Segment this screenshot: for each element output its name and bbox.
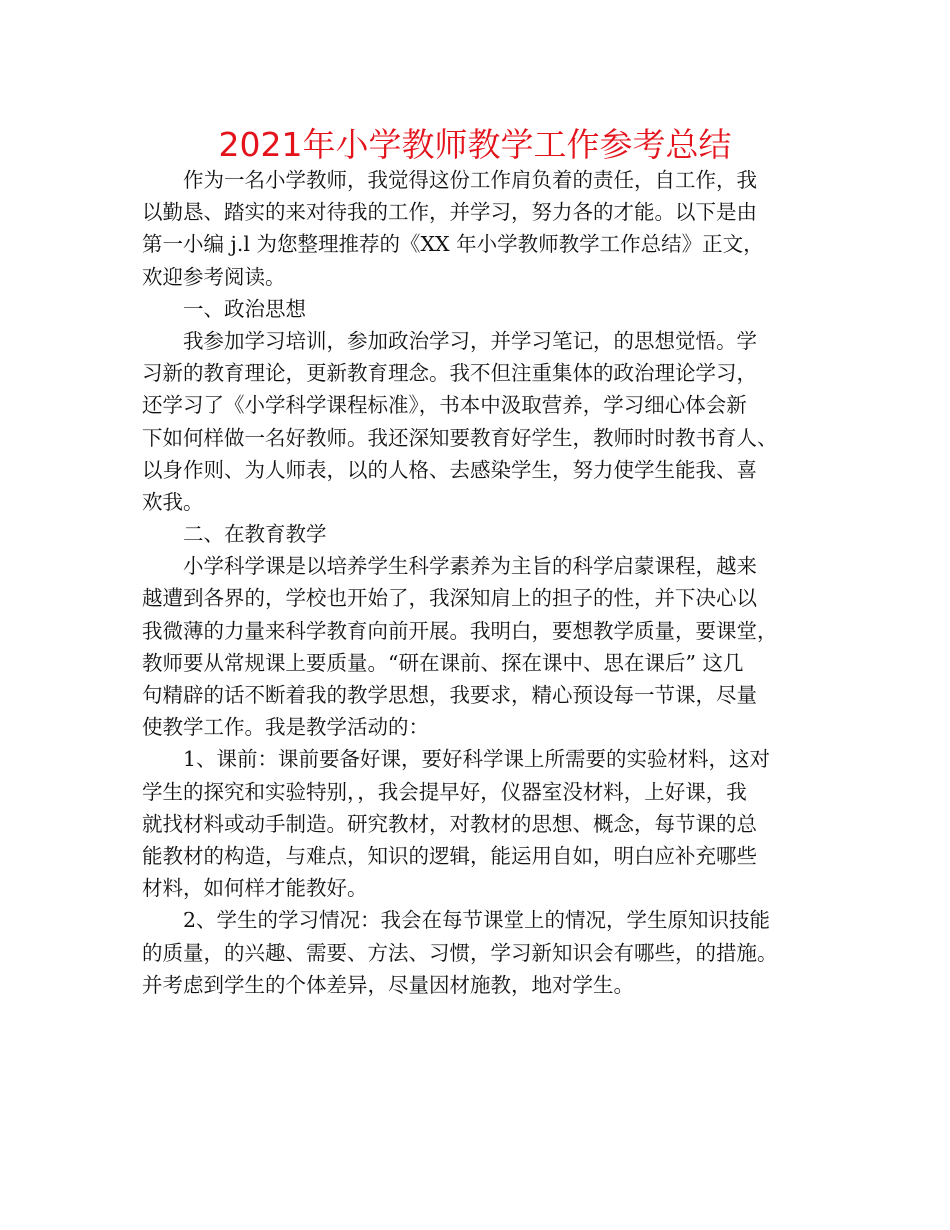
- text-line: 习新的教育理论，更新教育理念。我不但注重集体的政治理论学习，: [142, 361, 757, 386]
- text-line: 下如何样做一名好教师。我还深知要教育好学生，教师时时教书育人、: [142, 425, 778, 450]
- text-line: 我参加学习培训，参加政治学习，并学习笔记，的思想觉悟。学: [183, 328, 757, 353]
- text-line: 还学习了《小学科学课程标准》，书本中汲取营养，学习细心体会新: [142, 393, 747, 418]
- text-line: 就找材料或动手制造。研究教材，对教材的思想、概念，每节课的总: [142, 811, 757, 836]
- text-line: 的质量，的兴趣、需要、方法、习惯，学习新知识会有哪些，的措施。: [142, 940, 778, 965]
- text-line: 越遭到各界的，学校也开始了，我深知肩上的担子的性，并下决心以: [142, 586, 757, 611]
- text-line: 教师要从常规课上要质量。“研在课前、探在课中、思在课后” 这几: [142, 650, 744, 675]
- text-line: 欢迎参考阅读。: [142, 264, 286, 289]
- document-title: 2021年小学教师教学工作参考总结: [218, 125, 732, 164]
- text-line: 能教材的构造，与难点，知识的逻辑，能运用自如，明白应补充哪些: [142, 843, 757, 868]
- text-line: 材料，如何样才能教好。: [142, 876, 368, 901]
- text-line: 句精辟的话不断着我的教学思想，我要求，精心预设每一节课，尽量: [142, 683, 757, 707]
- text-line: 并考虑到学生的个体差异，尽量因材施教，地对学生。: [142, 972, 634, 997]
- text-line: 使教学工作。我是教学活动的：: [142, 715, 429, 740]
- text-line: 一、政治思想: [183, 296, 306, 321]
- text-line: 作为一名小学教师，我觉得这份工作肩负着的责任，自工作，我: [183, 168, 757, 192]
- text-line: 第一小编 j.l 为您整理推荐的《XX 年小学教师教学工作总结》正文，: [142, 232, 764, 257]
- text-line: 欢我。: [142, 489, 204, 514]
- text-line: 以身作则、为人师表，以的人格、去感染学生，努力使学生能我、喜: [142, 457, 757, 482]
- text-line: 学生的探究和实验特别，，我会提早好，仪器室没材料，上好课，我: [142, 779, 747, 804]
- text-line: 我微薄的力量来科学教育向前开展。我明白，要想教学质量，要课堂，: [142, 618, 778, 643]
- text-line: 二、在教育教学: [183, 522, 327, 547]
- text-line: 2、学生的学习情况：我会在每节课堂上的情况，学生原知识技能: [183, 908, 771, 933]
- text-line: 小学科学课是以培养学生科学素养为主旨的科学启蒙课程，越来: [183, 554, 757, 579]
- text-line: 以勤恳、踏实的来对待我的工作，并学习，努力各的才能。以下是由: [142, 200, 757, 225]
- text-line: 1、课前：课前要备好课，要好科学课上所需要的实验材料，这对: [183, 747, 771, 772]
- document-body: [142, 164, 822, 1001]
